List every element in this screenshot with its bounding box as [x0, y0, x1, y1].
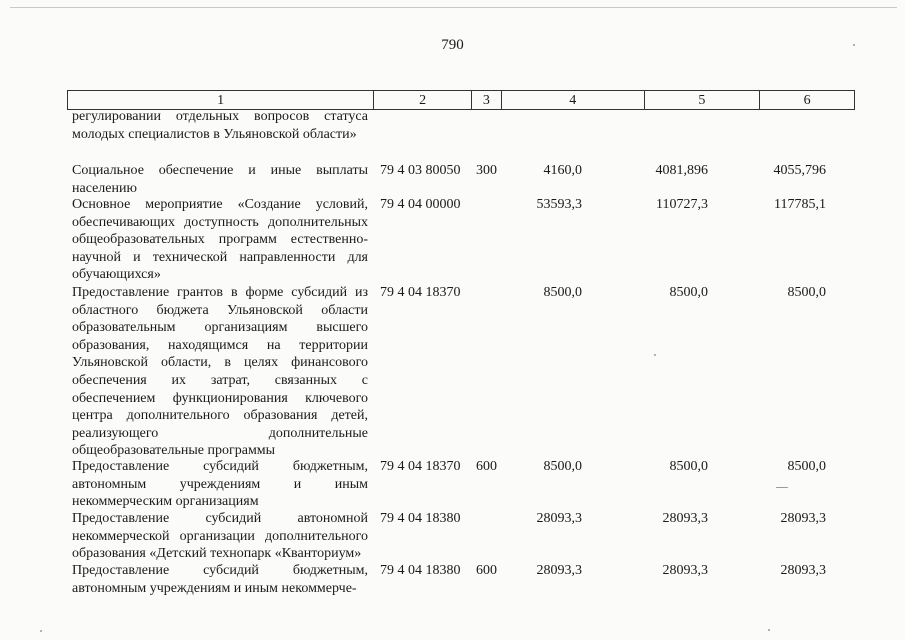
row-name: Предоставление грантов в форме субсидий из областного бюджета Ульяновской области образовательным организациям высшего образования, находящимся на территории Ульяновской области, в целях финансового обеспечения их затрат, связанных с обеспечением функционирования ключевого центра дополнительного образования детей, реализующего дополнительные общеобразовательные программы [72, 285, 368, 459]
table-header [67, 90, 855, 110]
row-code: 79 4 03 80050 [380, 163, 461, 178]
row-name: Предоставление субсидий бюджетным, автономным учреждениям и иным некоммерче- [72, 563, 368, 596]
row-expense-type: 300 [476, 163, 497, 178]
row-value-col5: 4081,896 [655, 163, 708, 178]
row-expense-type: 600 [476, 563, 497, 578]
row-value-col4: 8500,0 [543, 459, 582, 474]
scan-speck [654, 354, 656, 356]
scan-speck [40, 630, 42, 632]
row-code: 79 4 04 00000 [380, 197, 461, 212]
scan-top-edge [10, 7, 897, 8]
row-value-col6: 28093,3 [780, 563, 826, 578]
row-value-col4: 53593,3 [536, 197, 582, 212]
row-name: Предоставление субсидий автономной некоммерческой организации дополнительного образования «Детский технопарк «Кванториум» [72, 511, 368, 562]
scan-speck [768, 629, 770, 631]
row-expense-type: 600 [476, 459, 497, 474]
row-value-col4: 4160,0 [543, 163, 582, 178]
row-value-col4: 28093,3 [536, 563, 582, 578]
header-col-5: 5 [645, 91, 761, 109]
header-col-3: 3 [472, 91, 502, 109]
scan-speck [853, 44, 855, 46]
row-value-col5: 8500,0 [669, 459, 708, 474]
row-value-col4: 8500,0 [543, 285, 582, 300]
header-col-4: 4 [502, 91, 645, 109]
row-code: 79 4 04 18380 [380, 511, 461, 526]
row-value-col5: 28093,3 [662, 563, 708, 578]
row-value-col5: 110727,3 [656, 197, 708, 212]
row-value-col6: 8500,0 [787, 459, 826, 474]
row-name: регулировании отдельных вопросов статуса молодых специалистов в Ульяновской области» [72, 109, 368, 142]
row-value-col4: 28093,3 [536, 511, 582, 526]
header-col-1: 1 [68, 91, 374, 109]
row-name: Предоставление субсидий бюджетным, автономным учреждениям и иным некоммерческим организациям [72, 459, 368, 510]
row-value-col6: 4055,796 [773, 163, 826, 178]
row-name: Социальное обеспечение и иные выплаты населению [72, 163, 368, 196]
row-value-col6: 8500,0 [787, 285, 826, 300]
row-name: Основное мероприятие «Создание условий, обеспечивающих доступность дополнительных общеобразовательных программ естественно-научной и технической направленности для обучающихся» [72, 197, 368, 283]
row-value-col6: 117785,1 [774, 197, 826, 212]
row-code: 79 4 04 18370 [380, 285, 461, 300]
row-value-col5: 8500,0 [669, 285, 708, 300]
page-number: 790 [441, 37, 464, 53]
row-value-col6: 28093,3 [780, 511, 826, 526]
header-col-2: 2 [374, 91, 472, 109]
row-code: 79 4 04 18370 [380, 459, 461, 474]
header-col-6: 6 [803, 93, 811, 108]
scan-speck [776, 487, 788, 488]
row-code: 79 4 04 18380 [380, 563, 461, 578]
row-value-col5: 28093,3 [662, 511, 708, 526]
